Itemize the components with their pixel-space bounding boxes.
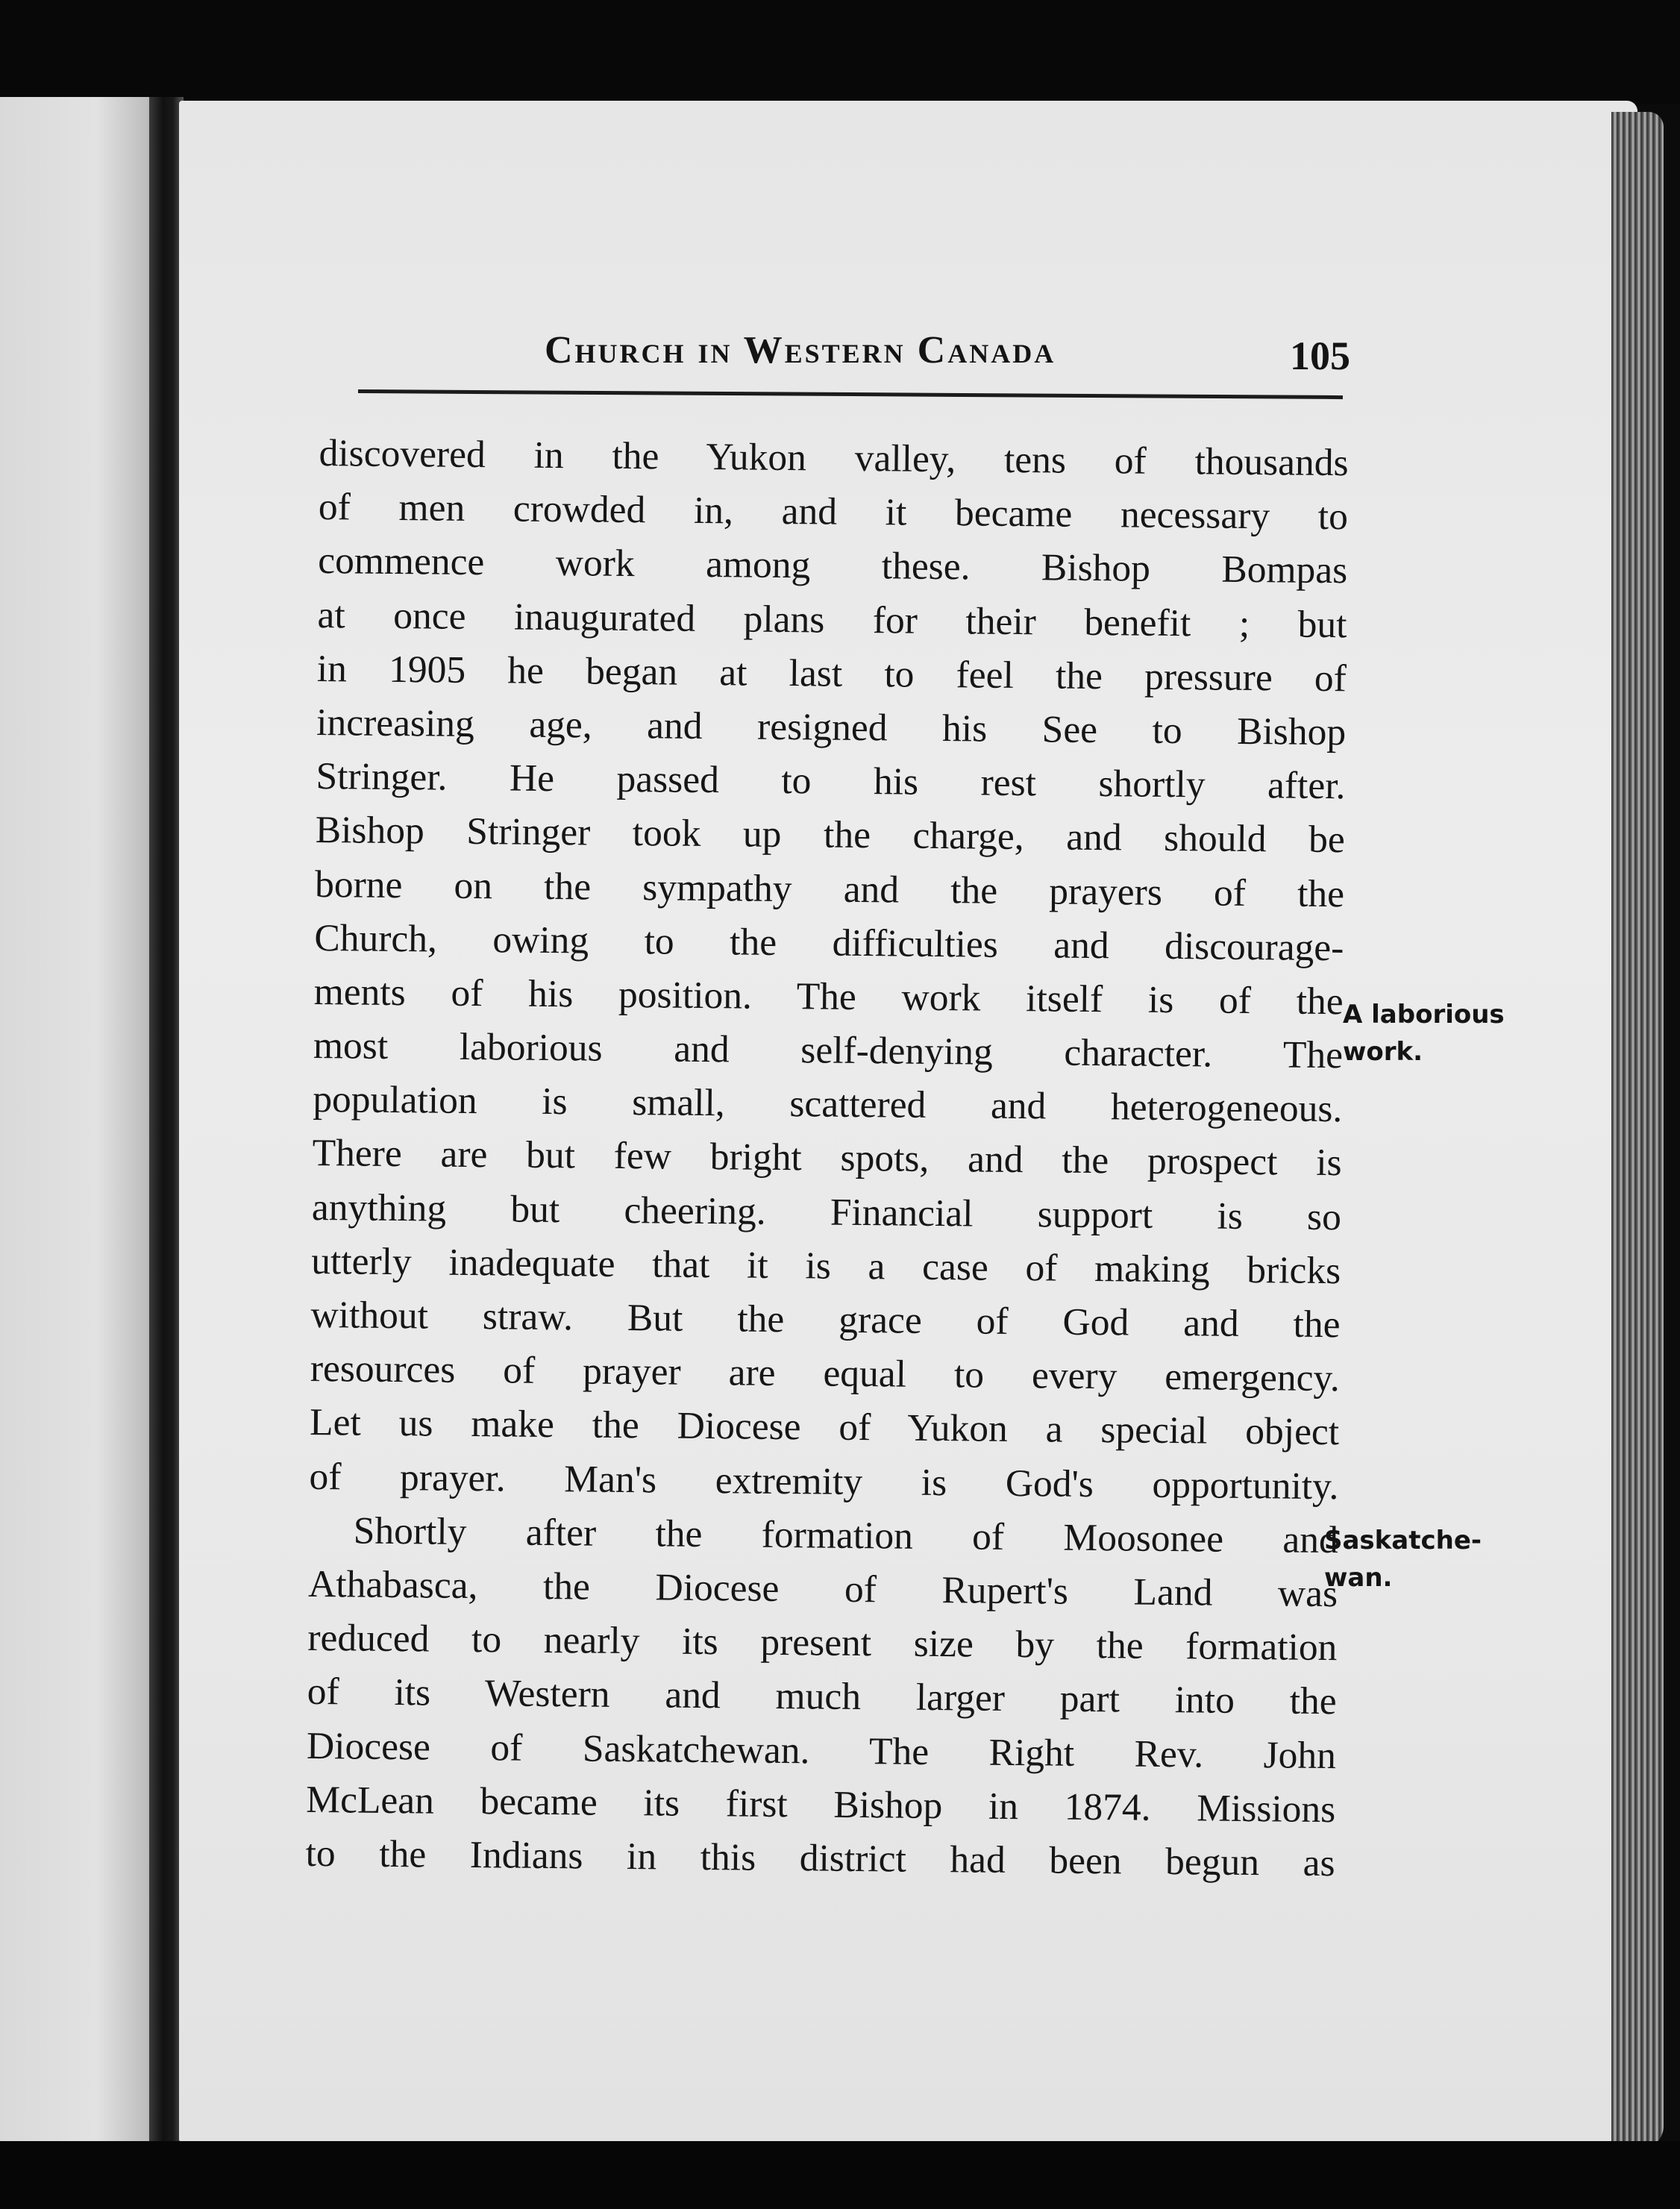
text-line: Let us make the Diocese of Yukon a special object — [309, 1401, 1340, 1454]
text-line: population is small, scattered and heterogeneous. — [313, 1078, 1343, 1131]
scan-border-top — [0, 0, 1680, 104]
text-line: in 1905 he began at last to feel the pressure of — [316, 647, 1347, 700]
running-head — [358, 328, 1350, 388]
text-line: Bishop Stringer took up the charge, and should be — [315, 809, 1346, 862]
marginal-note-line: Saskatche- — [1324, 1526, 1482, 1555]
text-line: commence work among these. Bishop Bompas — [317, 539, 1348, 592]
text-line: McLean became its first Bishop in 1874. Missions — [306, 1778, 1336, 1831]
text-line: anything but cheering. Financial support is so — [311, 1185, 1342, 1238]
marginal-note-laborious-work — [1343, 996, 1505, 1071]
text-line: of its Western and much larger part into the — [307, 1670, 1337, 1723]
text-line: of men crowded in, and it became necessary to — [318, 486, 1349, 539]
text-line: Stringer. He passed to his rest shortly after. — [316, 755, 1346, 808]
text-line: reduced to nearly its present size by the formation — [307, 1617, 1338, 1670]
marginal-note-line: A laborious — [1343, 1000, 1505, 1030]
text-line: Church, owing to the difficulties and discourage- — [314, 916, 1344, 969]
marginal-note-line: wan. — [1324, 1563, 1393, 1593]
text-line: at once inaugurated plans for their benefit ; but — [317, 593, 1347, 646]
body-text — [305, 427, 1349, 1890]
marginal-note-saskatchewan — [1324, 1522, 1482, 1597]
text-line: increasing age, and resigned his See to Bishop — [316, 701, 1347, 754]
text-line: discovered in the Yukon valley, tens of thousands — [319, 431, 1349, 485]
page-edges-right — [1611, 112, 1664, 2149]
text-line: ments of his position. The work itself is of the — [313, 970, 1344, 1024]
text-line: to the Indians in this district had been begun as — [305, 1832, 1335, 1885]
marginal-note-line: work. — [1343, 1037, 1423, 1067]
text-line: without straw. But the grace of God and the — [310, 1293, 1341, 1347]
text-line: Diocese of Saskatchewan. The Right Rev. John — [306, 1724, 1337, 1777]
text-line: of prayer. Man's extremity is God's opportunity. — [309, 1455, 1339, 1508]
text-line: utterly inadequate that it is a case of making bricks — [310, 1239, 1341, 1293]
page-number: 105 — [1290, 333, 1350, 378]
text-line: most laborious and self-denying character. The — [313, 1024, 1344, 1077]
text-line: There are but few bright spots, and the prospect is — [312, 1132, 1342, 1185]
text-line: borne on the sympathy and the prayers of the — [314, 862, 1345, 915]
facing-page-edge — [0, 97, 160, 2156]
scan-border-bottom — [0, 2141, 1680, 2209]
text-line: Athabasca, the Diocese of Rupert's Land was — [307, 1562, 1338, 1616]
running-title: Church in Western Canada — [545, 329, 1056, 372]
text-line: resources of prayer are equal to every emergency. — [310, 1347, 1341, 1400]
text-line-paragraph-start: Shortly after the formation of Moosonee and — [353, 1509, 1339, 1561]
